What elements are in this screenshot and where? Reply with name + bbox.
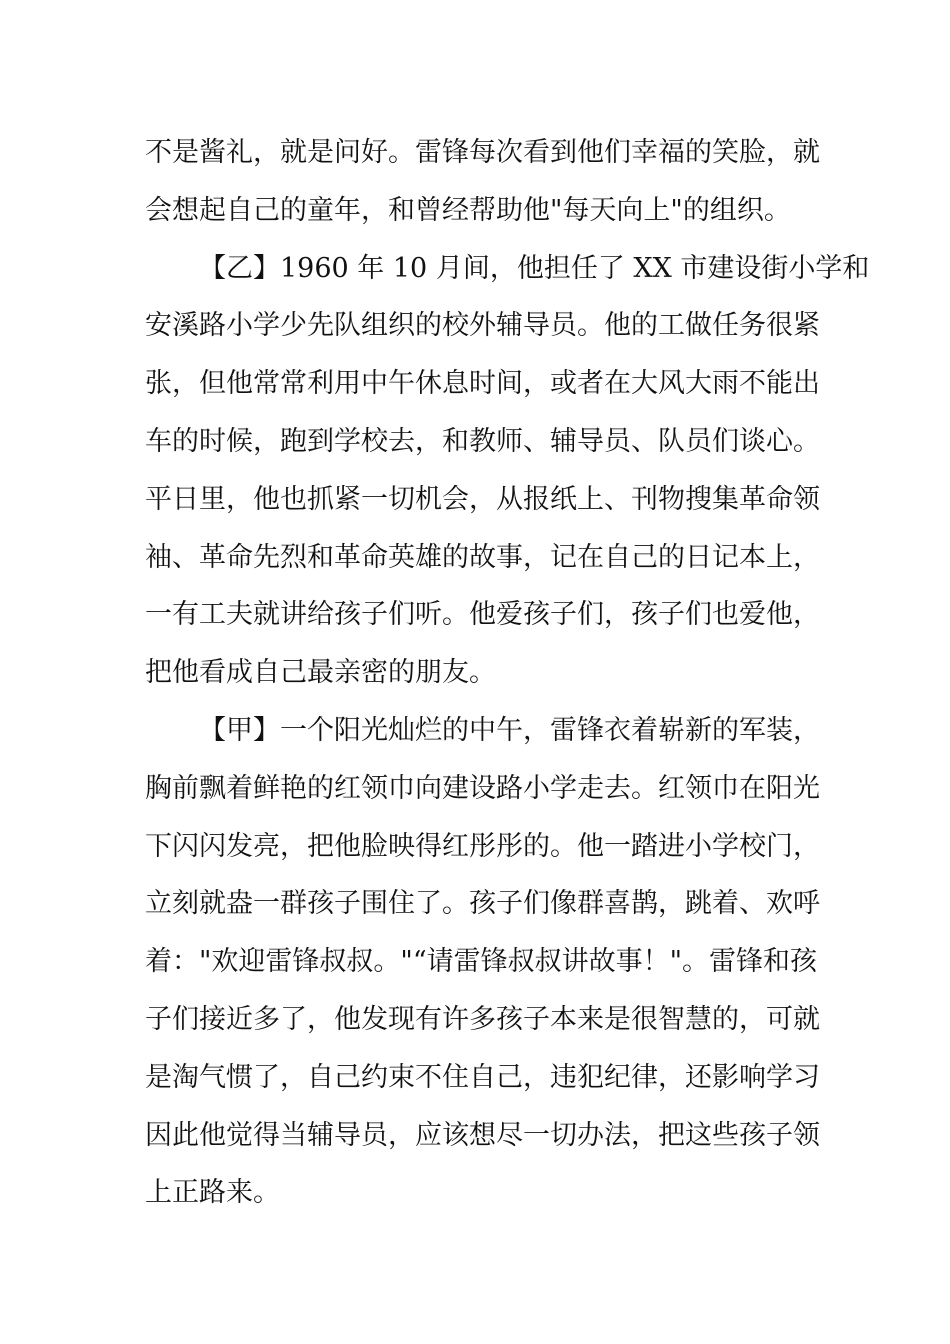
text-line: 平日里，他也抓紧一切机会，从报纸上、刊物搜集革命领 <box>145 483 820 515</box>
text-line: 子们接近多了，他发现有许多孩子本来是很智慧的，可就 <box>145 1003 820 1035</box>
text-line: 不是酱礼，就是问好。雷锋每次看到他们幸福的笑脸，就 <box>145 137 820 168</box>
text-line: 立刻就盎一群孩子围住了。孩子们像群喜鹊，跳着、欢呼 <box>145 888 820 920</box>
document-body <box>145 124 870 1222</box>
text-line: 【乙】1960 年 10 月间，他担任了 XX 市建设街小学和 <box>199 252 870 284</box>
text-line: 车的时候，跑到学校去，和教师、辅导员、队员们谈心。 <box>145 425 820 457</box>
text-line: 因此他觉得当辅导员，应该想尽一切办法，把这些孩子领 <box>145 1119 820 1151</box>
text-line: 袖、革命先烈和革命英雄的故事，记在自己的日记本上， <box>145 541 820 573</box>
text-line: 是淘气惯了，自己约束不住自己，违犯纪律，还影响学习 <box>145 1061 820 1093</box>
text-line: 一有工夫就讲给孩子们听。他爱孩子们，孩子们也爱他， <box>145 599 820 631</box>
text-line: 下闪闪发亮，把他脸映得红彤彤的。他一踏进小学校门， <box>145 830 820 862</box>
text-line: 张，但他常常利用中午休息时间，或者在大风大雨不能出 <box>145 368 820 400</box>
text-line: 胸前飘着鲜艳的红领巾向建设路小学走去。红领巾在阳光 <box>145 772 820 804</box>
text-line: 安溪路小学少先队组织的校外辅导员。他的工做任务很紧 <box>145 310 820 342</box>
text-line: 着："欢迎雷锋叔叔。"“请雷锋叔叔讲故事！"。雷锋和孩 <box>145 946 818 978</box>
text-line: 把他看成自己最亲密的朋友。 <box>145 657 496 689</box>
text-line: 会想起自己的童年，和曾经帮助他"每天向上"的组织。 <box>145 194 791 226</box>
text-line: 上正路来。 <box>145 1177 280 1209</box>
text-line: 【甲】一个阳光灿烂的中午，雷锋衣着崭新的军装， <box>199 714 820 746</box>
